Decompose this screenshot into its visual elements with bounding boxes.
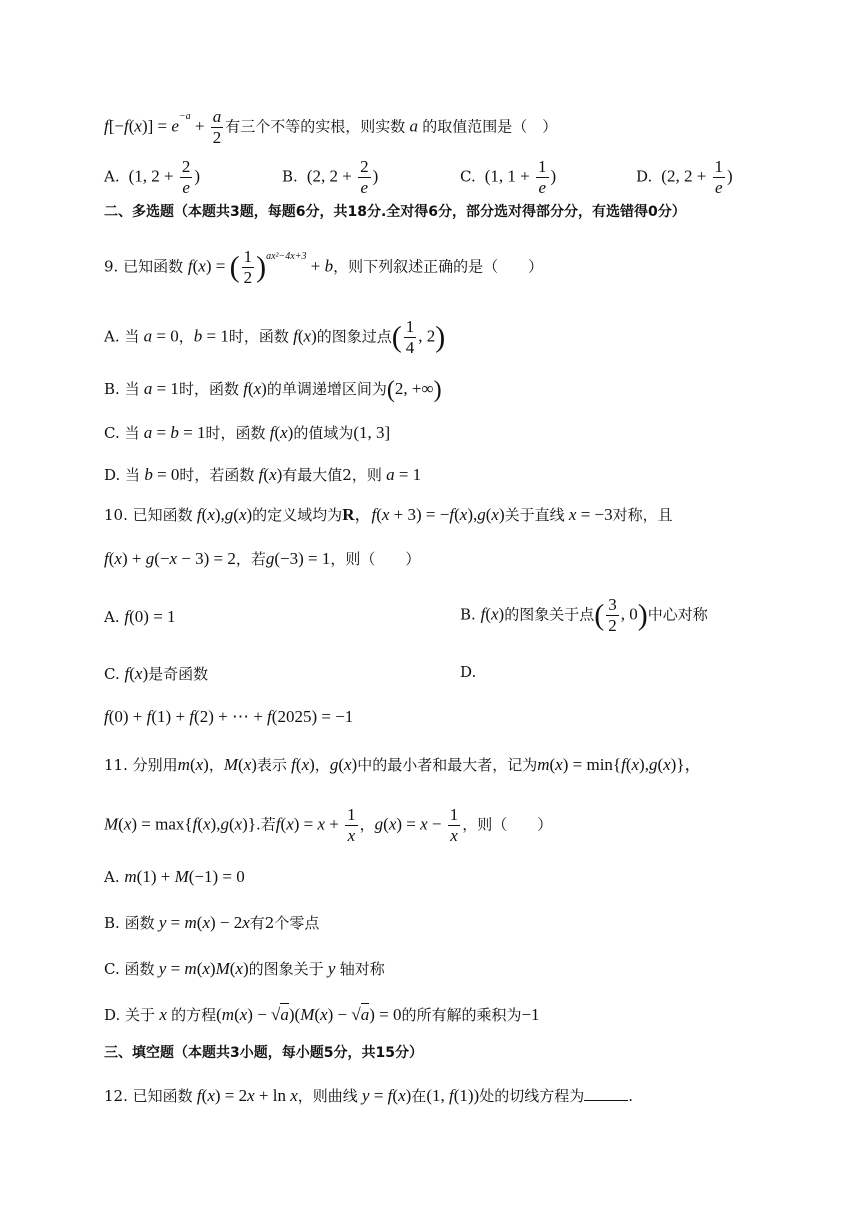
q8-option-a: A. (1, 2 + $\frac{2}{e}$ )	[104, 157, 201, 197]
q10-option-d	[460, 665, 476, 680]
q11-mid1: 表示	[256, 756, 287, 774]
q9-c-tail: 的值域为	[293, 424, 354, 442]
q11-d-tail: 的所有解的乘积为	[401, 1006, 522, 1024]
q11-if-text: .若	[256, 815, 276, 834]
q11-sep2: ，	[314, 756, 330, 774]
q10-stem-line1: 10. 已知函数 f(x),g(x)的定义域均为R，f(x + 3) = −f(x),g(x)关于直线 x = −3对称，且	[104, 505, 673, 524]
q8-stem-line: $f[-f(x)] = e^{-a}$ + $\frac{a}{2}$ 有三个不等的实根，则实数 a 的取值范围是（ ）	[104, 107, 558, 147]
q11-c-tail2: 轴对称	[339, 960, 385, 978]
q8-option-c: C. (1, 1 + $\frac{1}{e}$ )	[460, 157, 557, 197]
q9-a-pre: 当	[124, 327, 140, 346]
q12-mid2: 在	[411, 1087, 427, 1105]
q9-option-d: D. 当 b = 0时，若函数 f(x)有最大值2，则 a = 1	[104, 465, 422, 484]
q9-stem: 9. 已知函数 f(x) = ( $\frac{1}{2}$ )$^{ax^2-4x+3}$ + b，则下列叙述正确的是（ ）	[104, 247, 544, 287]
q8-option-c-label: C.	[460, 167, 476, 186]
q12-tail: 处的切线方程为	[479, 1087, 585, 1105]
q11-d-label: D.	[104, 1006, 121, 1024]
q10-c-tail: 是奇函数	[148, 665, 209, 683]
q9-option-c: C. 当 a = b = 1时，函数 f(x)的值域为(1, 3]	[104, 423, 391, 442]
q11-pre: 分别用	[132, 756, 178, 774]
q9-d-mid: 时，若函数	[179, 466, 255, 484]
q9-post: ，则下列叙述正确的是（ ）	[333, 257, 544, 276]
q10-b-tail1: 的图象关于点	[504, 605, 595, 624]
q9-pre: 已知函数	[123, 257, 184, 276]
q11-stem-line1: 11. 分别用m(x)，M(x)表示 f(x)，g(x)中的最小者和最大者，记为m(x) = min{f(x),g(x)}，	[104, 755, 702, 774]
q9-b-pre: 当	[124, 380, 140, 398]
q8-stem-text: 有三个不等的实根，则实数	[225, 117, 406, 136]
q10-number: 10.	[104, 506, 128, 524]
q11-d-mid: 的方程	[171, 1006, 217, 1024]
q9-a-label: A.	[104, 327, 120, 346]
q11-then-text: ，则（ ）	[462, 815, 553, 834]
q12-number: 12.	[104, 1087, 128, 1105]
q8-stem-tail: 的取值范围是（ ）	[422, 117, 558, 136]
q11-option-d: D. 关于 x 的方程(m(x) − √a)(M(x) − √a) = 0的所有解的乘积为−1	[104, 1005, 540, 1024]
q10-c-label: C.	[104, 665, 120, 683]
q9-b-mid: 时，函数	[178, 380, 239, 398]
q11-number: 11.	[104, 756, 128, 774]
q10-then-text: ，则（ ）	[330, 550, 421, 568]
q11-option-a: A. m(1) + M(−1) = 0	[104, 867, 245, 886]
q11-a-label: A.	[104, 868, 120, 886]
q10-pre: 已知函数	[132, 506, 193, 524]
q11-sep1: ，	[208, 756, 224, 774]
q10-option-b: B. f(x)的图象关于点( $\frac{3}{2}$ , 0)中心对称	[460, 595, 708, 635]
q9-d-pre: 当	[125, 466, 141, 484]
q12-pre: 已知函数	[132, 1087, 193, 1105]
q10-b-tail2: 中心对称	[647, 605, 708, 624]
q10-sym-tail: 对称，且	[612, 506, 673, 524]
q12-stem: 12. 已知函数 f(x) = 2x + ln x，则曲线 y = f(x)在(1, f(1))处的切线方程为 .	[104, 1086, 633, 1105]
section3-heading: 三、填空题（本题共3小题，每小题5分，共15分）	[104, 1045, 423, 1061]
q11-stem-line2: M(x) = max{f(x),g(x)}.若f(x) = x + $\frac{1}{x}$ ，g(x) = x − $\frac{1}{x}$ ，则（ ）	[104, 805, 553, 845]
q11-b-pre: 函数	[124, 914, 155, 932]
q10-d-label: D.	[460, 663, 477, 681]
q12-mid: ，则曲线	[297, 1087, 358, 1105]
q9-c-pre: 当	[124, 424, 140, 442]
q9-a-mid2: 时，函数	[228, 327, 289, 346]
q9-c-label: C.	[104, 424, 120, 442]
q8-option-d: D. (2, 2 + $\frac{1}{e}$ )	[636, 157, 733, 197]
q8-option-a-label: A.	[104, 167, 120, 186]
q11-b-tail: 有2个零点	[249, 914, 320, 932]
q11-c-label: C.	[104, 960, 120, 978]
q10-a-label: A.	[104, 608, 120, 626]
answer-blank[interactable]	[584, 1086, 628, 1101]
q11-c-pre: 函数	[124, 960, 155, 978]
q12-end: .	[628, 1087, 633, 1105]
q9-d-mid2: 有最大值2，则	[282, 466, 382, 484]
q11-sep3: ，	[359, 815, 375, 834]
q9-a-tail: 的图象过点	[316, 327, 392, 346]
q10-domain-text: 的定义域均为	[252, 506, 343, 524]
q10-if-text: ，若	[235, 550, 266, 568]
q10-stem-line2: f(x) + g(−x − 3) = 2，若g(−3) = 1，则（ ）	[104, 549, 421, 568]
q8-option-b: B. (2, 2 + $\frac{2}{e}$ )	[282, 157, 379, 197]
q10-option-a: A. f(0) = 1	[104, 607, 176, 626]
fraction-a-over-2: $\frac{a}{2}$	[212, 107, 222, 147]
q10-b-label: B.	[460, 605, 476, 624]
q9-a-mid1: ，	[178, 327, 194, 346]
section2-heading: 二、多选题（本题共3题，每题6分，共18分.全对得6分，部分选对得部分分，有选错得0分）	[104, 204, 686, 220]
q9-number: 9.	[104, 257, 119, 276]
q9-c-mid: 时，函数	[205, 424, 266, 442]
q9-b-tail: 的单调递增区间为	[266, 380, 387, 398]
q8-option-d-label: D.	[636, 167, 653, 186]
q11-b-label: B.	[104, 914, 120, 932]
q11-option-c: C. 函数 y = m(x)M(x)的图象关于 y 轴对称	[104, 959, 385, 978]
q10-option-c: C. f(x)是奇函数	[104, 664, 209, 683]
q11-option-b: B. 函数 y = m(x) − 2x有2个零点	[104, 913, 320, 932]
q11-mid2: 中的最小者和最大者，记为	[357, 756, 538, 774]
q11-d-pre: 关于	[125, 1006, 156, 1024]
q11-c-tail: 的图象关于	[248, 960, 324, 978]
q9-d-label: D.	[104, 466, 121, 484]
q10-sym-text: 关于直线	[504, 506, 565, 524]
q9-b-label: B.	[104, 380, 120, 398]
q9-option-a: A. 当 a = 0，b = 1时，函数 f(x)的图象过点( $\frac{1}{4}$ , 2)	[104, 317, 446, 357]
q8-option-b-label: B.	[282, 167, 298, 186]
q9-option-b: B. 当 a = 1时，函数 f(x)的单调递增区间为(2, +∞)	[104, 377, 442, 403]
q10-option-d-content: f(0) + f(1) + f(2) + ⋯ + f(2025) = −1	[104, 707, 354, 726]
